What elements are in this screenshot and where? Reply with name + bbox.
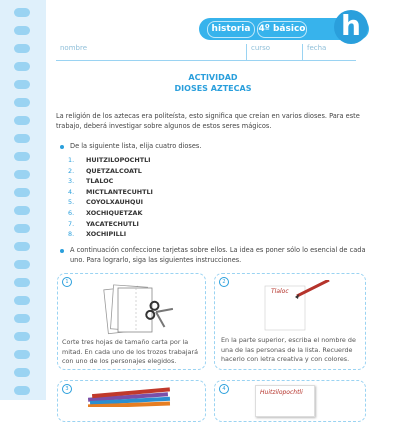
form-separator (246, 44, 247, 60)
gods-list (68, 156, 153, 241)
binding-ring (14, 260, 30, 269)
note-pencil-icon (245, 280, 335, 332)
list-item-number: 5. (68, 198, 75, 207)
binding-ring (14, 134, 30, 143)
card-number: 3 (62, 384, 72, 394)
binding-ring (14, 332, 30, 341)
binding-ring (14, 98, 30, 107)
binding-ring (14, 152, 30, 161)
binding-ring (14, 242, 30, 251)
name-label: nombre (60, 44, 88, 52)
topic-title: DIOSES AZTECAS (174, 84, 252, 93)
card-number: 2 (219, 277, 229, 287)
binding-ring (14, 26, 30, 35)
god-name: COYOLXAUHQUI (86, 198, 144, 207)
instruction-card-2 (214, 273, 366, 370)
binding-ring (14, 386, 30, 395)
god-name: YACATECHUTLI (86, 219, 139, 228)
instruction-card-4 (214, 380, 366, 422)
binding-ring (14, 116, 30, 125)
note-paper (255, 385, 315, 417)
binding-ring (14, 8, 30, 17)
gods-list-item (68, 198, 153, 209)
binding-ring (14, 206, 30, 215)
activity-title: ACTIVIDAD (188, 73, 238, 82)
gods-list-item (68, 166, 153, 178)
gods-list-item (68, 230, 153, 241)
gods-list-item (68, 219, 153, 231)
gods-list-item (68, 177, 153, 188)
god-name: XOCHIPILLI (86, 230, 127, 239)
subject-tag: historia (207, 21, 255, 38)
list-item-number: 4. (68, 187, 75, 196)
gods-list-item (68, 156, 153, 167)
binding-ring (14, 188, 30, 197)
card-number: 4 (219, 384, 229, 394)
binding-ring (14, 368, 30, 377)
list-item-number: 6. (68, 208, 75, 217)
form-separator (302, 44, 303, 60)
bullet-icon (60, 249, 64, 253)
gods-list-item (68, 187, 153, 199)
binding-ring (14, 296, 30, 305)
list-item-number: 2. (68, 166, 75, 175)
note-word: Tlaloc (271, 288, 289, 295)
card-number: 1 (62, 277, 72, 287)
god-name: HUITZILOPOCHTLI (86, 156, 151, 164)
god-name: XOCHIQUETZAK (86, 208, 143, 217)
god-name: TLALOC (86, 177, 114, 186)
god-name: QUETZALCOATL (86, 166, 142, 175)
instruction-card-1 (57, 273, 206, 370)
grade-tag: 4º básico (257, 21, 307, 38)
course-label: curso (251, 44, 271, 52)
binding-ring (14, 224, 30, 233)
binding-ring (14, 170, 30, 179)
paper-scissors-icon (98, 282, 180, 338)
step1-instruction: De la siguiente lista, elija cuatro dioses. (70, 142, 202, 150)
gods-list-item (68, 208, 153, 220)
list-item-number: 7. (68, 219, 75, 228)
god-name: MICTLANTECUHTLI (86, 187, 153, 196)
binding-ring (14, 314, 30, 323)
logo-h-badge: h (334, 10, 368, 44)
list-item-number: 1. (68, 156, 75, 164)
bullet-icon (60, 145, 64, 149)
colored-pencils-icon (88, 387, 178, 407)
binding-ring (14, 62, 30, 71)
binding-ring (14, 44, 30, 53)
note-word: Huitzilopochtli (260, 389, 303, 396)
spiral-binding (0, 0, 46, 400)
step2-instruction: A continuación confeccione tarjetas sobre ellos. La idea es poner sólo lo esencial de cada uno. Para lograrlo, siga las siguientes instrucciones. (70, 246, 366, 264)
card-2-text: En la parte superior, escriba el nombre de una de las personas de la lista. Recuerde hacerlo con letra creativa y con colores. (221, 336, 356, 363)
list-item-number: 8. (68, 230, 75, 239)
binding-ring (14, 278, 30, 287)
card-1-text: Corte tres hojas de tamaño carta por la mitad. En cada uno de los trozos trabajará con uno de los personajes elegidos. (62, 338, 198, 365)
date-label: fecha (307, 44, 327, 52)
list-item-number: 3. (68, 177, 75, 186)
binding-ring (14, 80, 30, 89)
intro-paragraph: La religión de los aztecas era politeísta, esto significa que creían en varios dioses. Para este trabajo, deberá investigar sobre algunos de estos seres mágicos. (56, 112, 360, 130)
binding-ring (14, 350, 30, 359)
instruction-card-3 (57, 380, 206, 422)
